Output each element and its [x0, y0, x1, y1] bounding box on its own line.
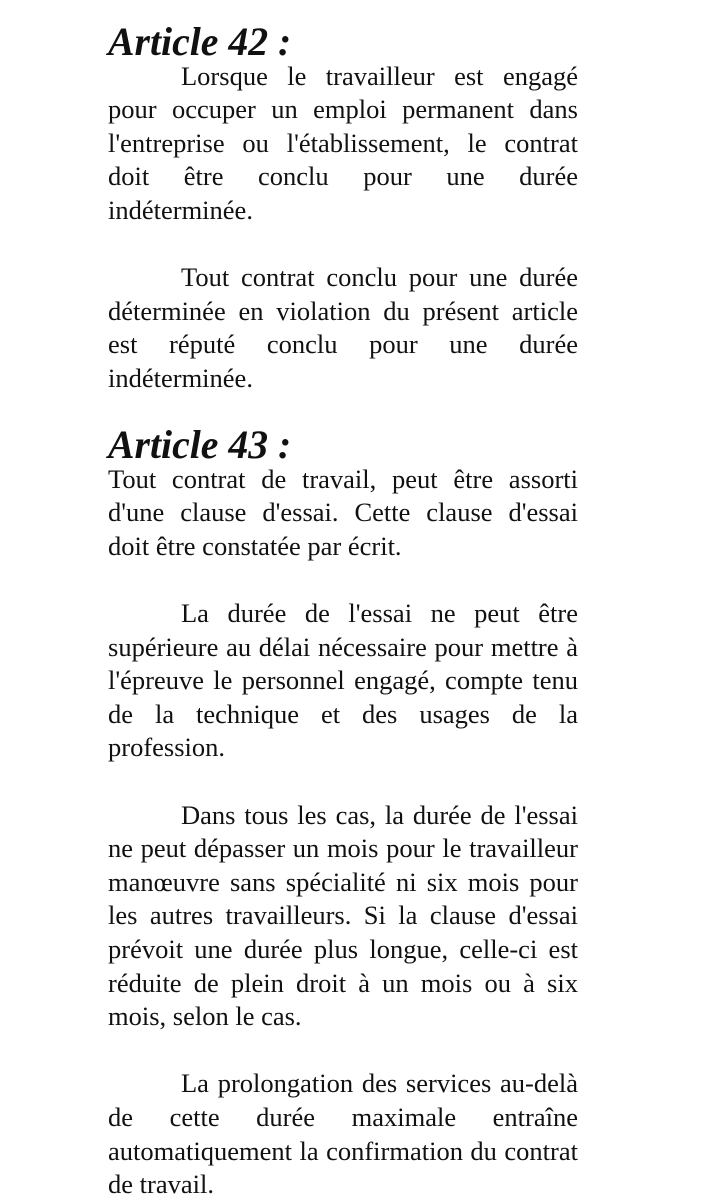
article-43-paragraph-3: Dans tous les cas, la durée de l'essai ne peut dépasser un mois pour le travailleur manœuvre sans spécialité ni six mois pour les autres travailleurs. Si la clause d'essai prévoit une durée plus longue, celle-ci est réduite de plein droit à un mois ou à six mois, selon le cas. [108, 799, 578, 1032]
document-page [108, 20, 578, 1202]
article-43-paragraph-2: La durée de l'essai ne peut être supérieure au délai nécessaire pour mettre à l'épreuve le personnel engagé, compte tenu de la technique et des usages de la profession. [108, 598, 578, 763]
article-42-title: Article 42 : [108, 20, 292, 64]
article-43 [108, 423, 578, 1202]
article-43-title: Article 43 : [108, 423, 292, 468]
article-43-paragraph-4: La prolongation des services au-delà de cette durée maximale entraîne automatiquement la confirmation du contrat de travail. [108, 1068, 578, 1200]
article-43-paragraph-1: Tout contrat de travail, peut être assorti d'une clause d'essai. Cette clause d'essai doit être constatée par écrit. [108, 463, 578, 561]
article-42 [108, 20, 578, 396]
article-42-paragraph-1: Lorsque le travailleur est engagé pour occuper un emploi permanent dans l'entreprise ou l'établissement, le contrat doit être conclu pour une durée indéterminée. [108, 60, 578, 225]
article-42-paragraph-2: Tout contrat conclu pour une durée déterminée en violation du présent article est réputé conclu pour une durée indéterminée. [108, 262, 578, 393]
